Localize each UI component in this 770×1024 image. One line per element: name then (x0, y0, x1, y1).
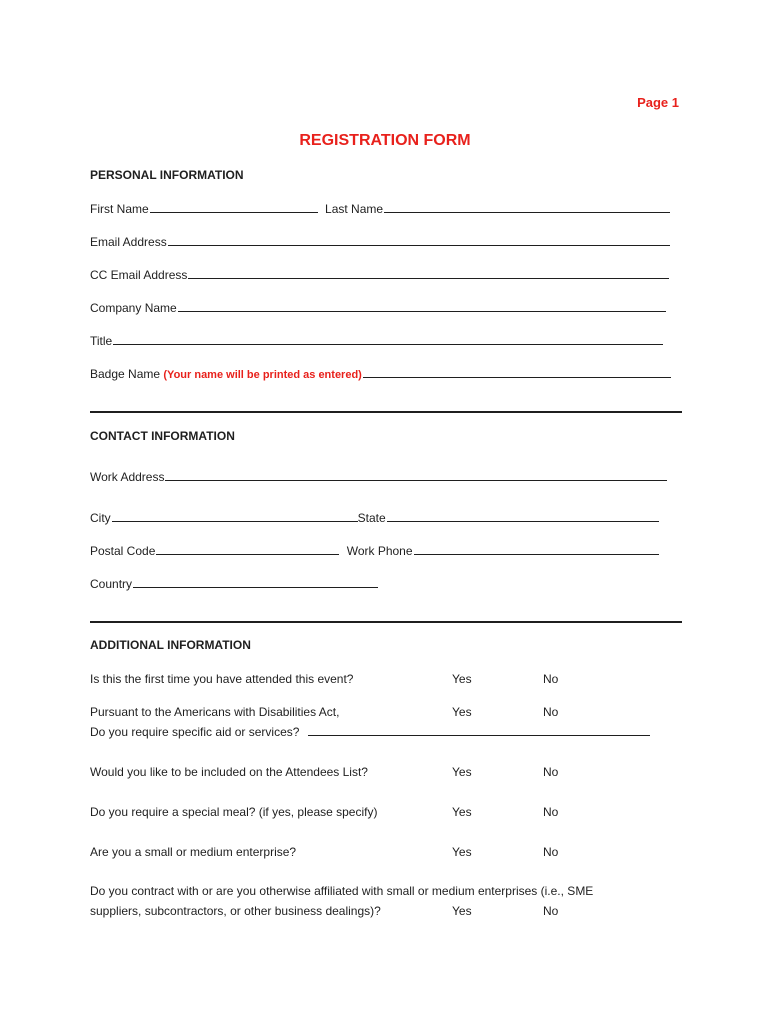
work-phone-label: Work Phone (346, 544, 413, 558)
section-divider (90, 411, 682, 413)
city-label: City (90, 511, 111, 525)
work-phone-field[interactable] (414, 542, 659, 555)
no-option[interactable]: No (543, 845, 559, 859)
personal-section-heading: PERSONAL INFORMATION (90, 168, 244, 182)
form-title: REGISTRATION FORM (299, 132, 471, 149)
work-address-field[interactable] (165, 468, 667, 481)
last-name-field[interactable] (384, 200, 670, 213)
title-field[interactable] (113, 332, 663, 345)
no-option[interactable]: No (543, 672, 559, 686)
question-sme: Are you a small or medium enterprise? (90, 845, 297, 859)
country-field[interactable] (133, 575, 378, 588)
city-field[interactable] (112, 509, 358, 522)
question-sme-affiliation-line1: Do you contract with or are you otherwise affiliated with small or medium enterprises (i.e., SME (90, 884, 594, 898)
first-name-field[interactable] (150, 200, 318, 213)
badge-label: Badge Name (90, 367, 161, 381)
state-field[interactable] (387, 509, 659, 522)
contact-section-heading: CONTACT INFORMATION (90, 429, 235, 443)
email-field[interactable] (168, 233, 670, 246)
page-number: Page 1 (637, 95, 679, 110)
question-ada-line1: Pursuant to the Americans with Disabilities Act, (90, 705, 340, 719)
badge-field[interactable] (363, 365, 671, 378)
email-label: Email Address (90, 235, 167, 249)
question-ada-line2-row (90, 723, 650, 740)
yes-option[interactable]: Yes (452, 672, 472, 686)
no-option[interactable]: No (543, 904, 559, 918)
question-first-time: Is this the first time you have attended this event? (90, 672, 354, 686)
state-label: State (357, 511, 386, 525)
title-row (90, 332, 663, 349)
work-address-label: Work Address (90, 470, 165, 484)
question-attendees-list: Would you like to be included on the Attendees List? (90, 765, 368, 779)
aid-services-field[interactable] (308, 723, 650, 736)
yes-option[interactable]: Yes (452, 845, 472, 859)
no-option[interactable]: No (543, 765, 559, 779)
title-label: Title (90, 334, 113, 348)
yes-option[interactable]: Yes (452, 805, 472, 819)
company-field[interactable] (178, 299, 666, 312)
work-address-row (90, 468, 667, 485)
cc-email-label: CC Email Address (90, 268, 188, 282)
company-label: Company Name (90, 301, 177, 315)
postal-phone-row (90, 542, 659, 559)
yes-option[interactable]: Yes (452, 904, 472, 918)
no-option[interactable]: No (543, 805, 559, 819)
postal-code-field[interactable] (156, 542, 339, 555)
country-label: Country (90, 577, 133, 591)
no-option[interactable]: No (543, 705, 559, 719)
question-special-meal: Do you require a special meal? (if yes, please specify) (90, 805, 378, 819)
first-name-label: First Name (90, 202, 149, 216)
additional-section-heading: ADDITIONAL INFORMATION (90, 638, 251, 652)
cc-email-field[interactable] (188, 266, 669, 279)
last-name-label: Last Name (325, 202, 384, 216)
cc-email-row (90, 266, 669, 283)
badge-note: (Your name will be printed as entered) (163, 369, 362, 381)
yes-option[interactable]: Yes (452, 705, 472, 719)
question-sme-affiliation-line2: suppliers, subcontractors, or other business dealings)? (90, 904, 381, 918)
question-ada-line2: Do you require specific aid or services? (90, 725, 300, 739)
section-divider (90, 621, 682, 623)
yes-option[interactable]: Yes (452, 765, 472, 779)
postal-code-label: Postal Code (90, 544, 156, 558)
first-name-row (90, 200, 670, 217)
email-row (90, 233, 670, 250)
country-row (90, 575, 378, 592)
company-row (90, 299, 666, 316)
badge-row (90, 365, 671, 383)
city-state-row (90, 509, 659, 526)
